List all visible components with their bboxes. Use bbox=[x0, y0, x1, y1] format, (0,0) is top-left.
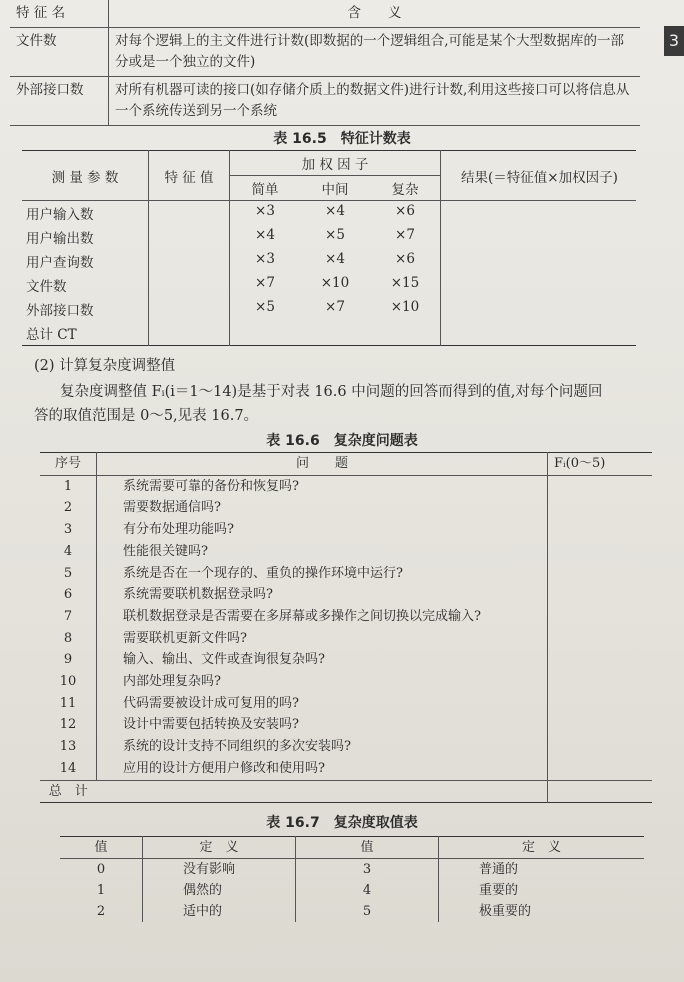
definition-cell: 没有影响 bbox=[143, 859, 296, 881]
param-cell: 外部接口数 bbox=[26, 303, 94, 319]
definition-cell: 普通的 bbox=[439, 859, 645, 881]
weight-cell: ×7 bbox=[395, 227, 415, 243]
header-def-right: 定 义 bbox=[439, 837, 645, 859]
question-text: 系统是否在一个现存的、重负的操作环境中运行? bbox=[123, 565, 403, 581]
weight-cell: ×7 bbox=[230, 273, 301, 297]
table-16-7-caption: 表 16.7 复杂度取值表 bbox=[266, 815, 418, 831]
header-def-left: 定 义 bbox=[143, 837, 296, 859]
value-cell: 0 bbox=[96, 862, 106, 877]
row-number: 3 bbox=[40, 519, 97, 541]
complexity-value-table bbox=[60, 836, 644, 922]
row-number: 2 bbox=[40, 497, 97, 519]
table-row bbox=[40, 606, 652, 628]
table-row bbox=[40, 736, 652, 758]
question-text: 输入、输出、文件或查询很复杂吗? bbox=[123, 652, 325, 668]
table-row bbox=[22, 249, 636, 273]
table-row bbox=[22, 225, 636, 249]
question-text: 代码需要被设计成可复用的吗? bbox=[123, 695, 299, 711]
header-result: 结果(＝特征值×加权因子) bbox=[441, 151, 637, 201]
table-header-row bbox=[10, 0, 640, 28]
table-row bbox=[40, 671, 652, 693]
table-row bbox=[40, 475, 652, 497]
value-cell: 4 bbox=[296, 880, 439, 901]
weight-cell: ×7 bbox=[325, 299, 345, 315]
header-complex: 复杂 bbox=[370, 176, 441, 201]
question-text: 需要联机更新文件吗? bbox=[123, 630, 247, 646]
value-cell: 2 bbox=[96, 904, 106, 919]
weight-cell: ×4 bbox=[325, 203, 345, 219]
header-simple: 简单 bbox=[230, 176, 301, 201]
weight-cell: ×15 bbox=[390, 275, 420, 291]
definition-cell: 适中的 bbox=[143, 901, 296, 922]
question-text: 系统需要可靠的备份和恢复吗? bbox=[123, 478, 299, 494]
table-row bbox=[22, 273, 636, 297]
weight-cell: ×10 bbox=[320, 275, 350, 291]
feature-name-cell: 文件数 bbox=[10, 28, 109, 77]
header-weight-factor: 加 权 因 子 bbox=[230, 151, 441, 176]
table-row bbox=[40, 497, 652, 519]
param-cell: 用户输入数 bbox=[26, 207, 94, 223]
weight-cell: ×4 bbox=[325, 251, 345, 267]
table-row bbox=[60, 859, 644, 881]
table-row bbox=[40, 693, 652, 715]
feature-count-table bbox=[22, 150, 636, 346]
header-feature-value: 特 征 值 bbox=[149, 151, 230, 201]
row-number: 4 bbox=[40, 541, 97, 563]
question-text: 内部处理复杂吗? bbox=[123, 674, 221, 690]
section-2-heading: (2) 计算复杂度调整值 bbox=[34, 358, 176, 374]
value-cell: 3 bbox=[296, 859, 439, 881]
row-number: 8 bbox=[40, 628, 97, 650]
table-16-5-caption: 表 16.5 特征计数表 bbox=[273, 131, 411, 147]
weight-cell: ×5 bbox=[325, 227, 345, 243]
page-side-tab: 3 bbox=[664, 26, 684, 56]
table-row bbox=[22, 201, 636, 226]
table-row bbox=[40, 758, 652, 780]
table-row bbox=[22, 297, 636, 321]
header-medium: 中间 bbox=[300, 176, 370, 201]
value-cell: 1 bbox=[96, 883, 106, 898]
question-text: 系统的设计支持不同组织的多次安装吗? bbox=[123, 739, 351, 755]
row-number: 14 bbox=[40, 758, 97, 780]
weight-cell: ×6 bbox=[395, 251, 415, 267]
weight-cell: ×3 bbox=[230, 201, 301, 226]
table-row bbox=[10, 28, 640, 77]
question-text: 需要数据通信吗? bbox=[123, 500, 221, 516]
question-text: 性能很关键吗? bbox=[123, 543, 208, 559]
param-cell: 用户查询数 bbox=[26, 255, 94, 271]
table-row bbox=[10, 77, 640, 126]
row-number: 10 bbox=[40, 671, 97, 693]
weight-cell: ×5 bbox=[230, 297, 301, 321]
feature-meaning-cell: 对每个逻辑上的主文件进行计数(即数据的一个逻辑组合,可能是某个大型数据库的一部分或是一个独立的文件) bbox=[109, 28, 641, 77]
row-number: 12 bbox=[40, 714, 97, 736]
table-row bbox=[40, 649, 652, 671]
table-row bbox=[40, 584, 652, 606]
row-number: 13 bbox=[40, 736, 97, 758]
row-number: 11 bbox=[40, 693, 97, 715]
feature-name-cell: 外部接口数 bbox=[10, 77, 109, 126]
header-fi: Fᵢ(0～5) bbox=[548, 453, 653, 476]
header-meaning: 含 义 bbox=[109, 0, 641, 28]
table-row bbox=[40, 519, 652, 541]
total-label: 总 计 bbox=[48, 783, 88, 799]
table-row bbox=[22, 321, 636, 346]
definition-cell: 重要的 bbox=[439, 880, 645, 901]
table-row bbox=[40, 563, 652, 585]
feature-definition-table bbox=[10, 0, 640, 126]
table-16-6-caption: 表 16.6 复杂度问题表 bbox=[266, 433, 418, 449]
row-number: 6 bbox=[40, 584, 97, 606]
value-cell: 5 bbox=[296, 901, 439, 922]
table-row bbox=[40, 628, 652, 650]
header-question: 问 题 bbox=[97, 453, 548, 476]
table-row bbox=[60, 901, 644, 922]
table-row bbox=[40, 714, 652, 736]
table-row bbox=[40, 541, 652, 563]
section-2-body-line1: 复杂度调整值 Fᵢ(i＝1～14)是基于对表 16.6 中问题的回答而得到的值,对每个问题回 bbox=[60, 384, 603, 400]
weight-cell: ×3 bbox=[230, 249, 301, 273]
row-number: 5 bbox=[40, 563, 97, 585]
header-value-right: 值 bbox=[296, 837, 439, 859]
question-text: 设计中需要包括转换及安装吗? bbox=[123, 717, 299, 733]
total-row bbox=[40, 780, 652, 803]
complexity-question-table bbox=[40, 452, 652, 803]
row-number: 1 bbox=[40, 475, 97, 497]
weight-cell: ×4 bbox=[230, 225, 301, 249]
param-cell: 文件数 bbox=[26, 279, 67, 295]
header-no: 序号 bbox=[40, 453, 97, 476]
definition-cell: 偶然的 bbox=[143, 880, 296, 901]
feature-meaning-cell: 对所有机器可读的接口(如存储介质上的数据文件)进行计数,利用这些接口可以将信息从一个系统传送到另一个系统 bbox=[109, 77, 641, 126]
row-number: 9 bbox=[40, 649, 97, 671]
header-measure-param: 测 量 参 数 bbox=[22, 151, 149, 201]
param-cell: 总计 CT bbox=[26, 327, 77, 343]
weight-cell: ×6 bbox=[395, 203, 415, 219]
header-feature-name: 特 征 名 bbox=[10, 0, 109, 28]
question-text: 系统需要联机数据登录吗? bbox=[123, 587, 273, 603]
header-value-left: 值 bbox=[60, 837, 143, 859]
question-text: 有分布处理功能吗? bbox=[123, 522, 234, 538]
weight-cell: ×10 bbox=[390, 299, 420, 315]
row-number: 7 bbox=[40, 606, 97, 628]
question-text: 应用的设计方便用户修改和使用吗? bbox=[97, 758, 548, 780]
table-row bbox=[60, 880, 644, 901]
param-cell: 用户输出数 bbox=[26, 231, 94, 247]
section-2-body-line2: 答的取值范围是 0～5,见表 16.7。 bbox=[34, 408, 259, 424]
question-text: 联机数据登录是否需要在多屏幕或多操作之间切换以完成输入? bbox=[123, 608, 481, 624]
definition-cell: 极重要的 bbox=[439, 901, 645, 922]
